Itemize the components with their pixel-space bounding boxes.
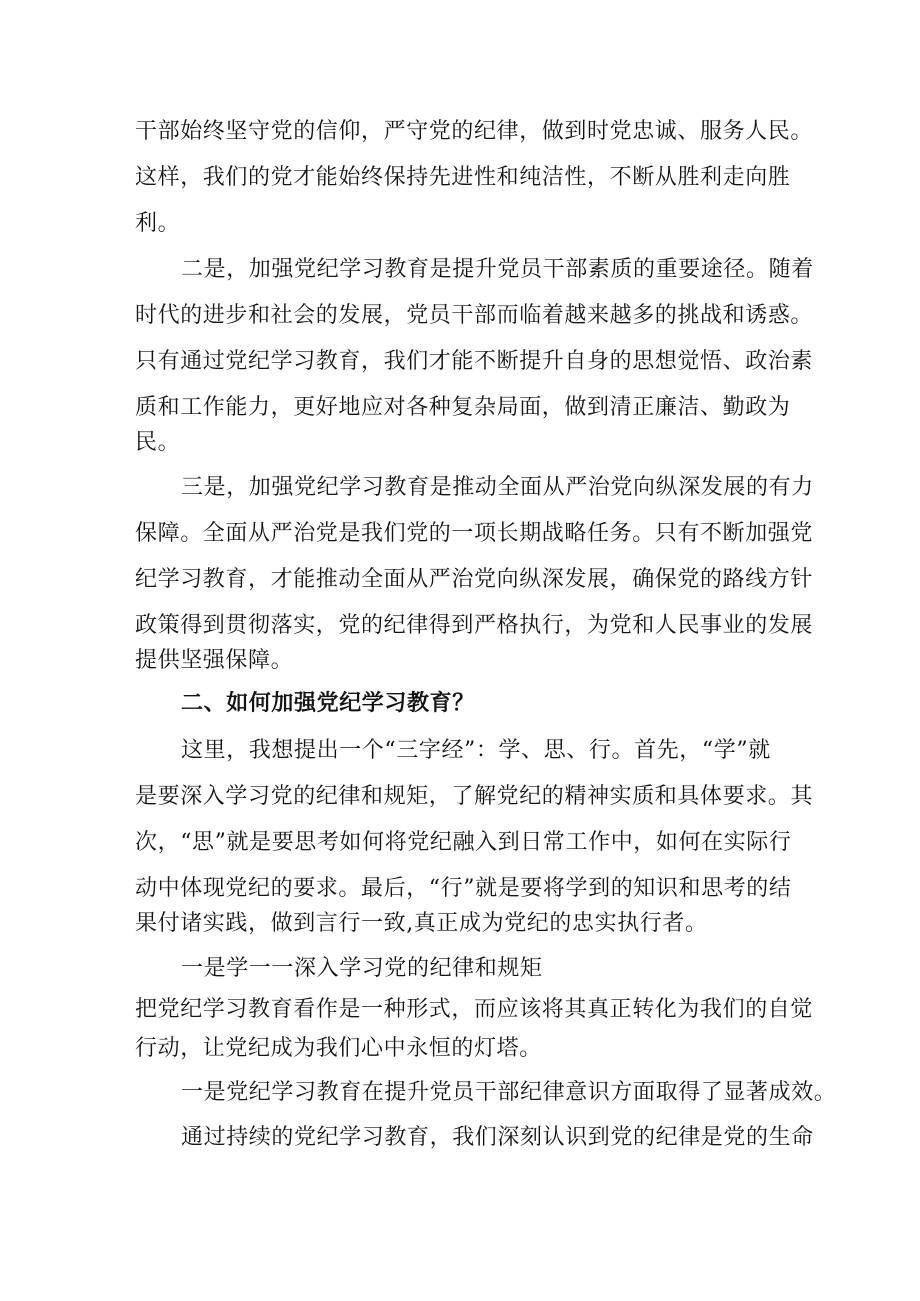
text-line-19: 果付诸实践，做到言行一致,真正成为党纪的忠实执行者。 — [135, 911, 708, 936]
text-line-5: 时代的进步和社会的发展，党员干部而临着越来越多的挑战和诱惑。 — [135, 303, 814, 328]
text-line-3: 利。 — [135, 211, 181, 236]
paragraph-start-continuous: 通过持续的党纪学习教育，我们深刻认识到党的纪律是党的生命 — [181, 1125, 814, 1150]
text-line-7: 质和工作能力，更好地应对各种复杂局面，做到清正廉洁、勤政为 — [135, 395, 791, 420]
text-line-6: 只有通过党纪学习教育，我们才能不断提升自身的思想觉悟、政治素 — [135, 349, 814, 374]
paragraph-start-sanzijing: 这里，我想提出一个“三字经”：学、思、行。首先，“学”就 — [181, 738, 771, 763]
text-line-17: 次，“思”就是要思考如何将党纪融入到日常工作中，如何在实际行 — [135, 830, 792, 855]
text-line-8: 民。 — [135, 430, 181, 455]
section-heading: 二、如何加强党纪学习教育？ — [181, 691, 475, 716]
text-line-2: 这样，我们的党才能始终保持先进性和纯洁性，不断从胜利走向胜 — [135, 165, 791, 190]
text-line-21: 把党纪学习教育看作是一种形式，而应该将其真正转化为我们的自觉 — [135, 997, 814, 1022]
text-line-13: 提供坚强保障。 — [135, 648, 294, 673]
paragraph-start-effect: 一是党纪学习教育在提升党员干部纪律意识方面取得了显著成效。 — [181, 1080, 837, 1105]
text-line-11: 纪学习教育，才能推动全面从严治党向纵深发展，确保党的路线方针 — [135, 567, 814, 592]
text-line-1: 干部始终坚守党的信仰，严守党的纪律，做到时党忠诚、服务人民。 — [135, 119, 814, 144]
text-line-18: 动中体现党纪的要求。最后，“行”就是要将学到的知识和思考的结 — [135, 876, 792, 901]
subheading-xue: 一是学一一深入学习党的纪律和规矩 — [181, 956, 543, 981]
text-line-22: 行动，让党纪成为我们心中永恒的灯塔。 — [135, 1036, 542, 1061]
paragraph-start-two: 二是，加强党纪学习教育是提升党员干部素质的重要途径。随着 — [181, 257, 814, 282]
text-line-16: 是要深入学习党的纪律和规矩，了解党纪的精神实质和具体要求。其 — [135, 784, 814, 809]
text-line-10: 保障。全面从严治党是我们党的一项长期战略任务。只有不断加强党 — [135, 521, 814, 546]
text-line-12: 政策得到贯彻落实，党的纪律得到严格执行，为党和人民事业的发展 — [135, 613, 814, 638]
paragraph-start-three: 三是，加强党纪学习教育是推动全面从严治党向纵深发展的有力 — [181, 475, 814, 500]
